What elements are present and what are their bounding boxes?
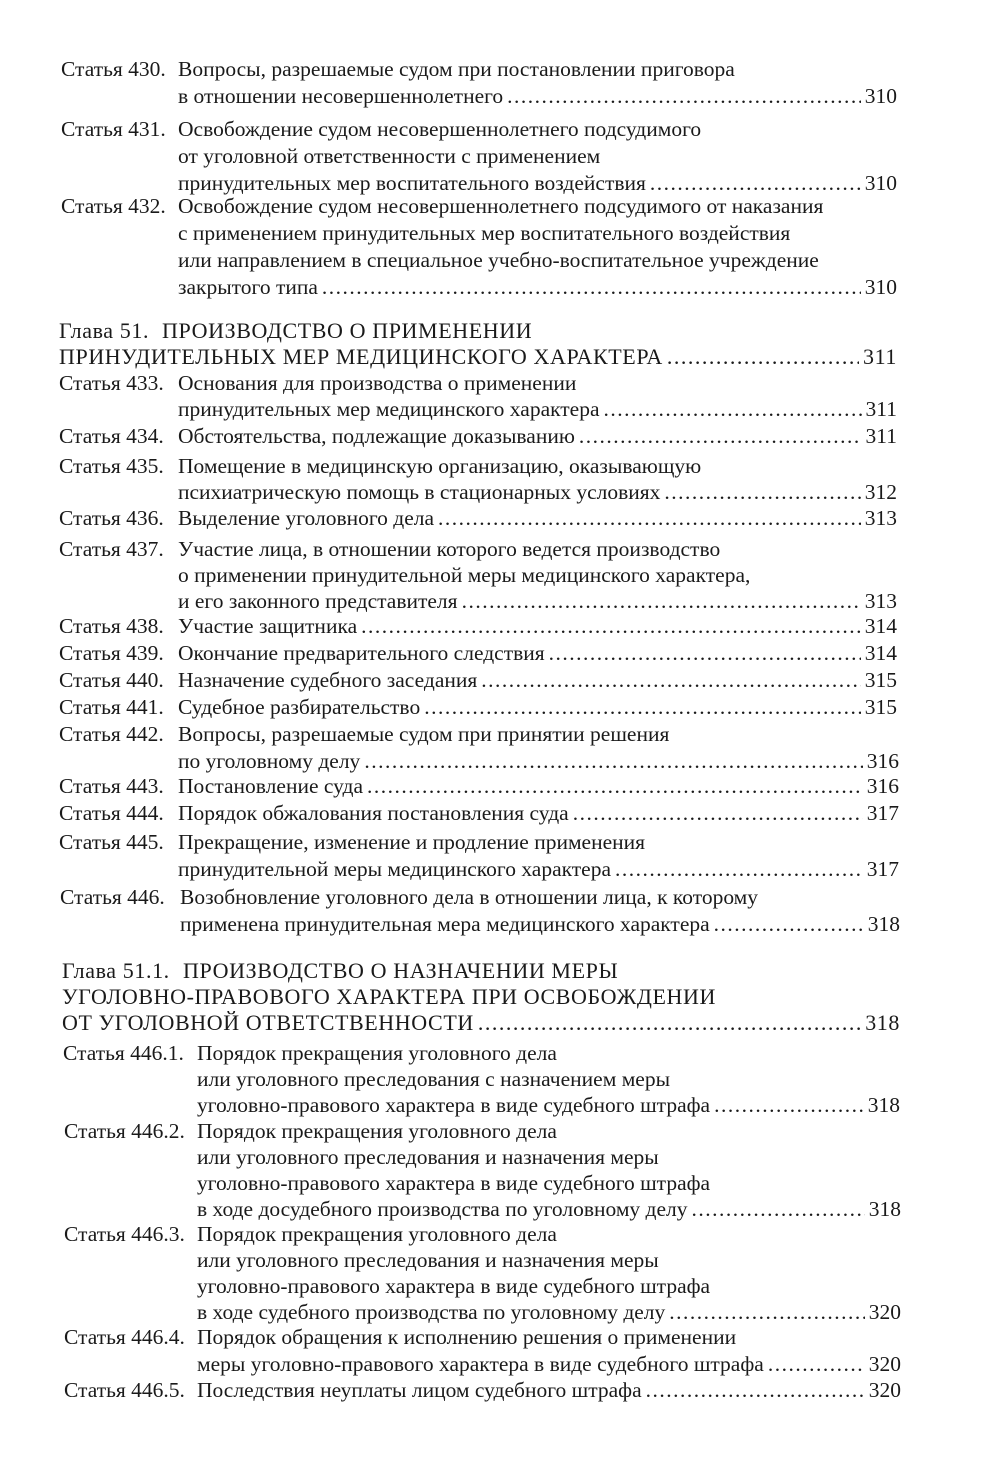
toc-leader-dots: [438, 505, 861, 531]
toc-leader-dots: [367, 773, 863, 799]
toc-line: [178, 220, 790, 246]
toc-title-text: ПРИНУДИТЕЛЬНЫХ МЕР МЕДИЦИНСКОГО ХАРАКТЕРА: [59, 344, 663, 369]
toc-label: Статья 438.: [59, 614, 164, 638]
toc-line: [59, 344, 897, 370]
toc-page-number: 313: [864, 506, 897, 530]
toc-title-text: Назначение судебного заседания: [178, 668, 478, 692]
toc-line: [197, 1092, 900, 1118]
toc-title-text: от уголовной ответственности с применением: [178, 144, 601, 168]
toc-title-text: принудительной меры медицинского характера: [178, 857, 612, 881]
toc-line: [59, 773, 899, 799]
toc-line: [59, 423, 897, 449]
toc-page-number: 310: [864, 84, 897, 108]
toc-title-text: ОТ УГОЛОВНОЙ ОТВЕТСТВЕННОСТИ: [62, 1010, 474, 1035]
toc-leader-dots: [615, 856, 863, 882]
toc-page-number: 320: [868, 1378, 901, 1402]
toc-line: [62, 984, 716, 1010]
toc-label: Статья 446.4.: [64, 1325, 185, 1349]
toc-label: Статья 442.: [59, 722, 164, 746]
toc-page-number: 310: [864, 171, 897, 195]
toc-label: Статья 446.: [60, 885, 165, 909]
toc-title-text: принудительных мер воспитательного воздействия: [178, 171, 646, 195]
toc-line: [61, 116, 701, 142]
toc-leader-dots: [714, 911, 864, 937]
toc-label: Статья 437.: [59, 537, 164, 561]
toc-page-number: 310: [864, 275, 897, 299]
toc-leader-dots: [664, 479, 860, 505]
toc-line: [197, 1351, 901, 1377]
toc-page-number: 314: [864, 614, 897, 638]
toc-line: [178, 396, 897, 422]
toc-line: [64, 1118, 557, 1144]
toc-line: [59, 640, 897, 666]
toc-leader-dots: [646, 1377, 865, 1403]
toc-line: [59, 505, 897, 531]
toc-title-text: Обстоятельства, подлежащие доказыванию: [178, 424, 575, 448]
toc-title-text: Основания для производства о применении: [178, 371, 577, 395]
toc-leader-dots: [361, 613, 861, 639]
toc-leader-dots: [604, 396, 862, 422]
toc-page-number: 320: [868, 1300, 901, 1324]
toc-line: [178, 83, 897, 109]
toc-page-number: 318: [868, 1197, 901, 1221]
toc-title-text: Порядок прекращения уголовного дела: [197, 1041, 557, 1065]
toc-page-number: 316: [866, 749, 899, 773]
toc-page-number: 316: [866, 774, 899, 798]
toc-title-text: Вопросы, разрешаемые судом при постановлении приговора: [178, 57, 735, 81]
toc-title-text: или направлением в специальное учебно-воспитательное учреждение: [178, 248, 819, 272]
toc-line: [59, 536, 720, 562]
toc-line: [178, 562, 750, 588]
toc-line: [59, 613, 897, 639]
toc-title-text: Прекращение, изменение и продление применения: [178, 830, 646, 854]
toc-page-number: 312: [864, 480, 897, 504]
toc-leader-dots: [424, 694, 861, 720]
toc-leader-dots: [462, 588, 861, 614]
toc-line: [197, 1196, 901, 1222]
toc-leader-dots: [364, 748, 862, 774]
toc-title-text: Освобождение судом несовершеннолетнего подсудимого от наказания: [178, 194, 824, 218]
toc-label: Глава 51.: [59, 318, 150, 343]
toc-line: [197, 1170, 710, 1196]
toc-title-text: по уголовному делу: [178, 749, 361, 773]
toc-line: [178, 588, 897, 614]
toc-title-text: Последствия неуплаты лицом судебного штрафа: [197, 1378, 642, 1402]
toc-page-number: 311: [865, 424, 897, 448]
toc-title-text: Освобождение судом несовершеннолетнего подсудимого: [178, 117, 702, 141]
toc-leader-dots: [768, 1351, 865, 1377]
toc-page-number: 317: [866, 857, 899, 881]
toc-label: Статья 436.: [59, 506, 164, 530]
toc-page-number: 315: [864, 695, 897, 719]
toc-label: Статья 433.: [59, 371, 164, 395]
toc-title-text: о применении принудительной меры медицинского характера,: [178, 563, 751, 587]
toc-title-text: ПРОИЗВОДСТВО О НАЗНАЧЕНИИ МЕРЫ: [183, 958, 619, 983]
toc-line: [178, 274, 897, 300]
toc-page-number: 318: [865, 1010, 900, 1035]
toc-line: [59, 800, 899, 826]
toc-title-text: Порядок обращения к исполнению решения о применении: [197, 1325, 737, 1349]
toc-leader-dots: [669, 1299, 864, 1325]
toc-line: [178, 479, 897, 505]
toc-line: [178, 247, 819, 273]
toc-label: Статья 446.5.: [64, 1378, 185, 1402]
toc-title-text: принудительных мер медицинского характера: [178, 397, 600, 421]
toc-title-text: в ходе досудебного производства по уголовному делу: [197, 1197, 688, 1221]
toc-line: [64, 1324, 736, 1350]
toc-line: [178, 748, 899, 774]
toc-title-text: в ходе судебного производства по уголовному делу: [197, 1300, 666, 1324]
toc-page-number: 313: [864, 589, 897, 613]
toc-title-text: Постановление суда: [178, 774, 364, 798]
toc-title-text: или уголовного преследования и назначения меры: [197, 1145, 659, 1169]
toc-label: Статья 435.: [59, 454, 164, 478]
toc-title-text: Порядок обжалования постановления суда: [178, 801, 569, 825]
toc-title-text: с применением принудительных мер воспитательного воздействия: [178, 221, 791, 245]
toc-title-text: Окончание предварительного следствия: [178, 641, 545, 665]
toc-title-text: Вопросы, разрешаемые судом при принятии решения: [178, 722, 670, 746]
toc-line: [197, 1247, 659, 1273]
toc-label: Статья 441.: [59, 695, 164, 719]
toc-leader-dots: [478, 1010, 861, 1036]
toc-line: [61, 193, 823, 219]
toc-line: [59, 694, 897, 720]
toc-title-text: уголовно-правового характера в виде судебного штрафа: [197, 1093, 711, 1117]
toc-line: [64, 1221, 557, 1247]
toc-title-text: Возобновление уголовного дела в отношении лица, к которому: [180, 885, 759, 909]
toc-line: [62, 958, 618, 984]
toc-label: Статья 430.: [61, 57, 166, 81]
toc-line: [63, 1040, 557, 1066]
toc-title-text: закрытого типа: [178, 275, 318, 299]
toc-page-number: 318: [867, 1093, 900, 1117]
toc-page-number: 317: [866, 801, 899, 825]
toc-page-number: 315: [864, 668, 897, 692]
toc-leader-dots: [714, 1092, 864, 1118]
toc-line: [59, 667, 897, 693]
toc-label: Статья 440.: [59, 668, 164, 692]
toc-leader-dots: [573, 800, 863, 826]
toc-label: Статья 444.: [59, 801, 164, 825]
toc-title-text: психиатрическую помощь в стационарных условиях: [178, 480, 661, 504]
toc-leader-dots: [507, 83, 861, 109]
toc-label: Статья 431.: [61, 117, 166, 141]
toc-label: Статья 443.: [59, 774, 164, 798]
toc-line: [180, 911, 900, 937]
toc-title-text: в отношении несовершеннолетнего: [178, 84, 504, 108]
toc-page-number: 311: [863, 344, 897, 369]
toc-title-text: уголовно-правового характера в виде судебного штрафа: [197, 1171, 711, 1195]
toc-label: Статья 434.: [59, 424, 164, 448]
toc-title-text: УГОЛОВНО-ПРАВОВОГО ХАРАКТЕРА ПРИ ОСВОБОЖДЕНИИ: [62, 984, 716, 1009]
toc-line: [59, 721, 669, 747]
toc-title-text: Участие защитника: [178, 614, 358, 638]
toc-line: [197, 1273, 710, 1299]
toc-line: [64, 1377, 901, 1403]
toc-title-text: Помещение в медицинскую организацию, оказывающую: [178, 454, 702, 478]
toc-line: [197, 1066, 670, 1092]
toc-line: [197, 1144, 659, 1170]
toc-label: Статья 446.3.: [64, 1222, 185, 1246]
toc-title-text: Выделение уголовного дела: [178, 506, 435, 530]
toc-title-text: Порядок прекращения уголовного дела: [197, 1119, 557, 1143]
toc-leader-dots: [549, 640, 861, 666]
toc-title-text: применена принудительная мера медицинского характера: [180, 912, 710, 936]
toc-label: Глава 51.1.: [62, 958, 170, 983]
toc-title-text: ПРОИЗВОДСТВО О ПРИМЕНЕНИИ: [162, 318, 533, 343]
toc-page-number: 311: [865, 397, 897, 421]
toc-title-text: Судебное разбирательство: [178, 695, 421, 719]
toc-label: Статья 446.1.: [63, 1041, 184, 1065]
toc-line: [178, 856, 899, 882]
toc-leader-dots: [579, 423, 862, 449]
toc-title-text: Участие лица, в отношении которого ведется производство: [178, 537, 721, 561]
toc-line: [197, 1299, 901, 1325]
toc-title-text: меры уголовно-правового характера в виде судебного штрафа: [197, 1352, 764, 1376]
toc-title-text: или уголовного преследования и назначения меры: [197, 1248, 659, 1272]
toc-title-text: и его законного представителя: [178, 589, 458, 613]
toc-leader-dots: [481, 667, 860, 693]
toc-title-text: Порядок прекращения уголовного дела: [197, 1222, 557, 1246]
toc-line: [59, 370, 576, 396]
toc-leader-dots: [322, 274, 861, 300]
toc-line: [59, 453, 701, 479]
toc-label: Статья 432.: [61, 194, 166, 218]
toc-line: [59, 318, 532, 344]
toc-leader-dots: [667, 344, 859, 370]
toc-label: Статья 446.2.: [64, 1119, 185, 1143]
toc-page-number: 318: [867, 912, 900, 936]
toc-leader-dots: [692, 1196, 865, 1222]
toc-page-number: 320: [868, 1352, 901, 1376]
toc-title-text: уголовно-правового характера в виде судебного штрафа: [197, 1274, 711, 1298]
toc-title-text: или уголовного преследования с назначением меры: [197, 1067, 671, 1091]
toc-page-number: 314: [864, 641, 897, 665]
toc-label: Статья 445.: [59, 830, 164, 854]
toc-line: [178, 143, 600, 169]
toc-line: [62, 1010, 900, 1036]
toc-label: Статья 439.: [59, 641, 164, 665]
toc-line: [61, 56, 735, 82]
toc-line: [59, 829, 645, 855]
toc-line: [60, 884, 758, 910]
